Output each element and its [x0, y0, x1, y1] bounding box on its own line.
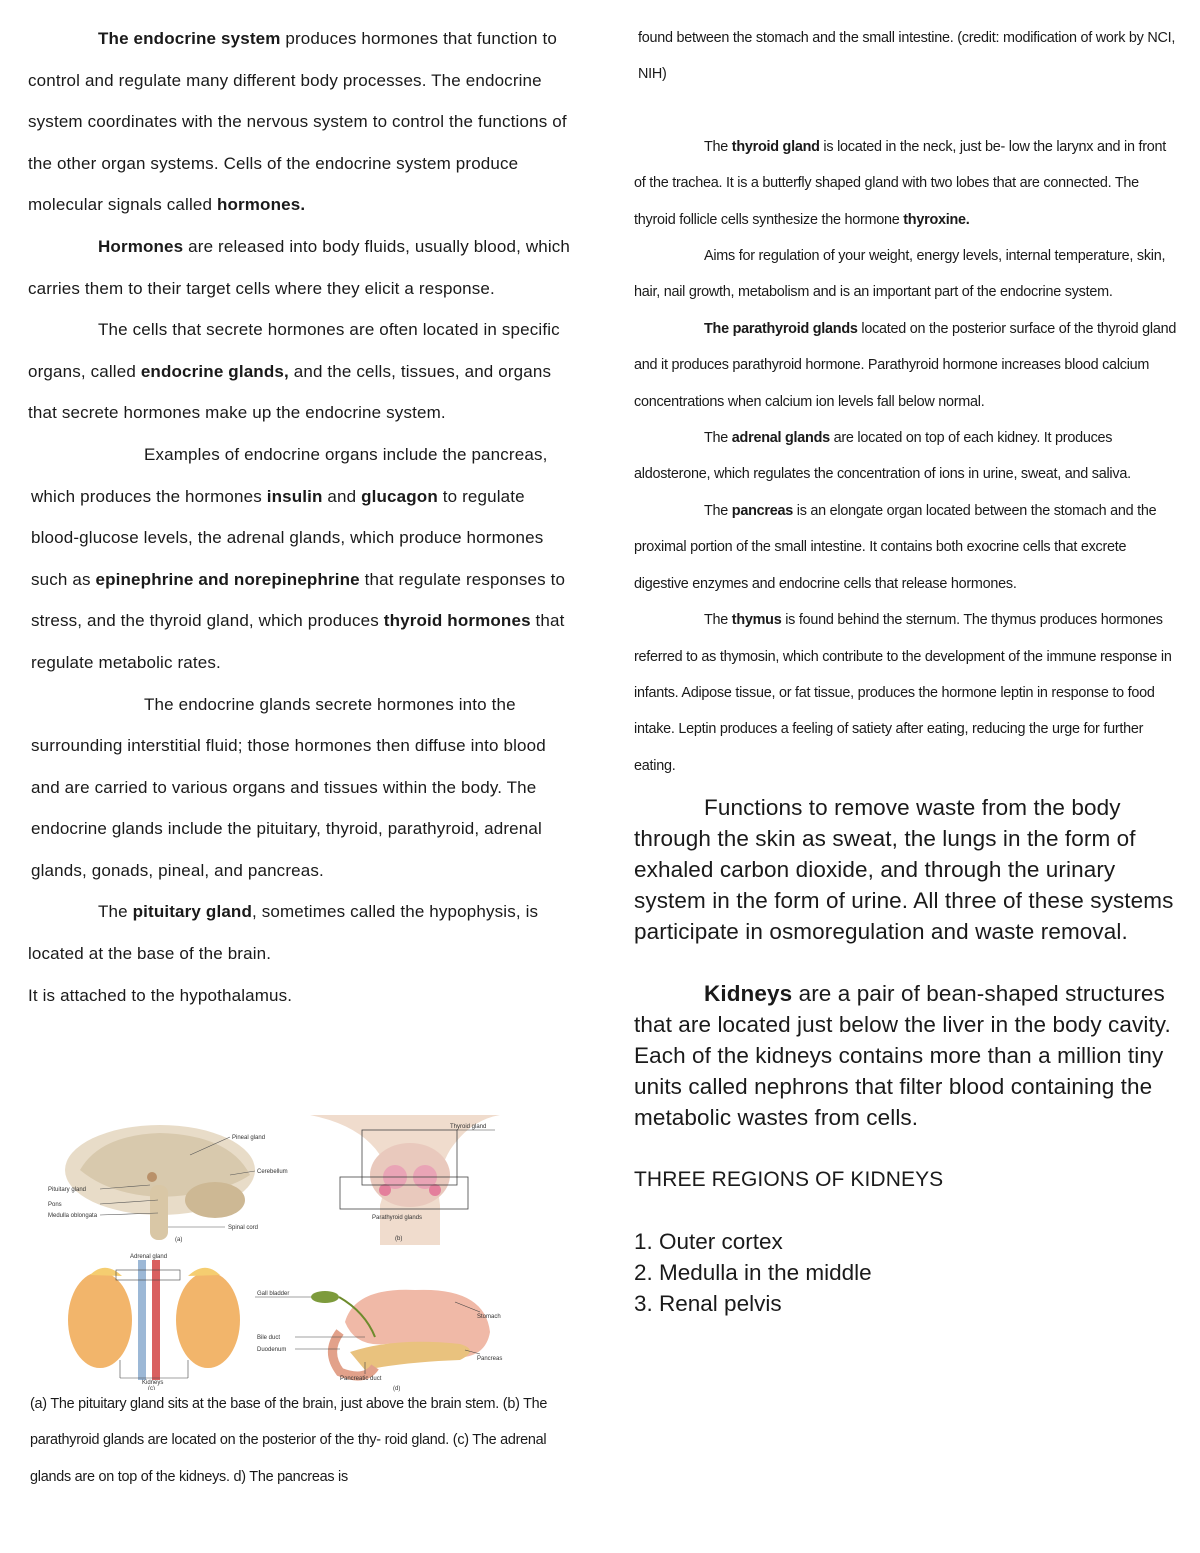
intro-paragraph: The endocrine system produces hormones that function to control and regulate many different body processes. The endocrine system coordinates with the nervous system to control the functions of the other organ systems. Cells of the endocrine system produce molecular signals called hormones. [28, 29, 567, 215]
glands-paragraph: The cells that secrete hormones are often located in specific organs, called endocrine glands, and the cells, tissues, and organs that secrete hormones make up the endocrine system. [28, 320, 560, 423]
label-kidneys: Kidneys [142, 1380, 164, 1386]
thymus-paragraph: The thymus is found behind the sternum. The thymus produces hormones referred to as thymosin, which contribute to the development of the immune response in infants. Adipose tissue, or fat tissue, produces the hormone leptin in response to food intake. Leptin produces a feeling of satiety after eating, reducing the urge for further eating. [634, 612, 1172, 774]
pituitary-paragraph: The pituitary gland, sometimes called the hypophysis, is located at the base of the brain. [28, 902, 539, 964]
thyroid-aims-paragraph: Aims for regulation of your weight, energy levels, internal temperature, skin, hair, nail growth, metabolism and is an important part of the endocrine system. [634, 248, 1166, 301]
hypothalamus-line: It is attached to the hypothalamus. [28, 985, 293, 1005]
kidney-regions-heading: THREE REGIONS OF KIDNEYS [634, 1168, 944, 1192]
examples-paragraph: Examples of endocrine organs include the pancreas, which produces the hormones insulin and glucagon to regulate blood-glucose levels, the adrenal glands, which produce hormones such as epinephrine and norepinephrine that regulate responses to stress, and the thyroid gland, which produces thyroid hormones that regulate metabolic rates. [31, 444, 566, 672]
list-item: 2. Medulla in the middle [634, 1260, 872, 1286]
label-pancreas: Pancreas [477, 1356, 503, 1362]
label-pineal-gland: Pineal gland [232, 1135, 266, 1141]
kidneys-paragraph: Kidneys are a pair of bean-shaped structures that are located just below the liver in the body cavity. Each of the kidneys contains more than a million tiny units called nephrons that filter blood containing the metabolic wastes from cells. [634, 981, 1171, 1131]
list-item: 3. Renal pelvis [634, 1291, 782, 1317]
left-column [28, 18, 573, 1016]
figure-d-pancreas-illustration [255, 1282, 515, 1392]
secretion-paragraph: The endocrine glands secrete hormones into the surrounding interstitial fluid; those hormones then diffuse into blood and are carried to various organs and tissues within the body. The endocrine glands include the pituitary, thyroid, parathyroid, adrenal glands, gonads, pineal, and pancreas. [31, 694, 546, 880]
label-b: (b) [395, 1236, 403, 1242]
label-duodenum: Duodenum [257, 1347, 287, 1353]
figure-caption: (a) The pituitary gland sits at the base of the brain, just above the brain stem. (b) The parathyroid glands are located on the posterior of the thy- roid gland. (c) The adrenal glands are on top of the kidneys. d) The pancreas is [30, 1396, 548, 1485]
parathyroid-paragraph: The parathyroid glands located on the posterior surface of the thyroid gland and it produces parathyroid hormone. Parathyroid hormone increases blood calcium concentrations when calcium ion levels fall below normal. [634, 320, 1177, 410]
kidney-regions-list [634, 1226, 1179, 1319]
label-c: (c) [148, 1386, 155, 1390]
label-pons: Pons [48, 1202, 62, 1208]
label-gall-bladder: Gall bladder [257, 1291, 290, 1297]
list-item: 1. Outer cortex [634, 1229, 783, 1255]
label-thyroid-gland: Thyroid gland [450, 1124, 487, 1130]
label-adrenal-gland: Adrenal gland [130, 1254, 168, 1260]
figure-b-thyroid-illustration [300, 1115, 510, 1245]
thyroid-paragraph: The thyroid gland is located in the neck, just be- low the larynx and in front of the trachea. It is a butterfly shaped gland with two lobes that are connected. The thyroid follicle cells synthesize the hormone thyroxine. [634, 138, 1166, 228]
label-spinal-cord: Spinal cord [228, 1225, 259, 1231]
label-cerebellum: Cerebellum [257, 1169, 288, 1175]
label-pancreatic-duct: Pancreatic duct [340, 1376, 382, 1382]
figure-c-adrenal-illustration [60, 1250, 250, 1390]
adrenal-paragraph: The adrenal glands are located on top of each kidney. It produces aldosterone, which regulates the concentration of ions in urine, sweat, and saliva. [634, 430, 1131, 483]
pancreas-paragraph: The pancreas is an elongate organ located between the stomach and the proximal portion of the small intestine. It contains both exocrine cells that excrete digestive enzymes and endocrine cells that release hormones. [634, 502, 1157, 592]
label-medulla-oblongata: Medulla oblongata [48, 1213, 98, 1219]
figure-a-brain-illustration [40, 1115, 300, 1245]
figure-caption-continued: found between the stomach and the small intestine. (credit: modification of work by NCI, NIH) [638, 30, 1176, 83]
label-pituitary-gland: Pituitary gland [48, 1187, 87, 1193]
label-a: (a) [175, 1237, 183, 1243]
right-column [634, 20, 1179, 1319]
label-bile-duct: Bile duct [257, 1335, 281, 1341]
hormones-paragraph: Hormones are released into body fluids, usually blood, which carries them to their target cells where they elicit a response. [28, 236, 571, 298]
excretion-paragraph: Functions to remove waste from the body through the skin as sweat, the lungs in the form of exhaled carbon dioxide, and through the urinary system in the form of urine. All three of these systems participate in osmoregulation and waste removal. [634, 795, 1174, 945]
label-stomach: Stomach [477, 1314, 501, 1320]
label-parathyroid-glands: Parathyroid glands [372, 1215, 423, 1221]
label-d: (d) [393, 1386, 401, 1392]
